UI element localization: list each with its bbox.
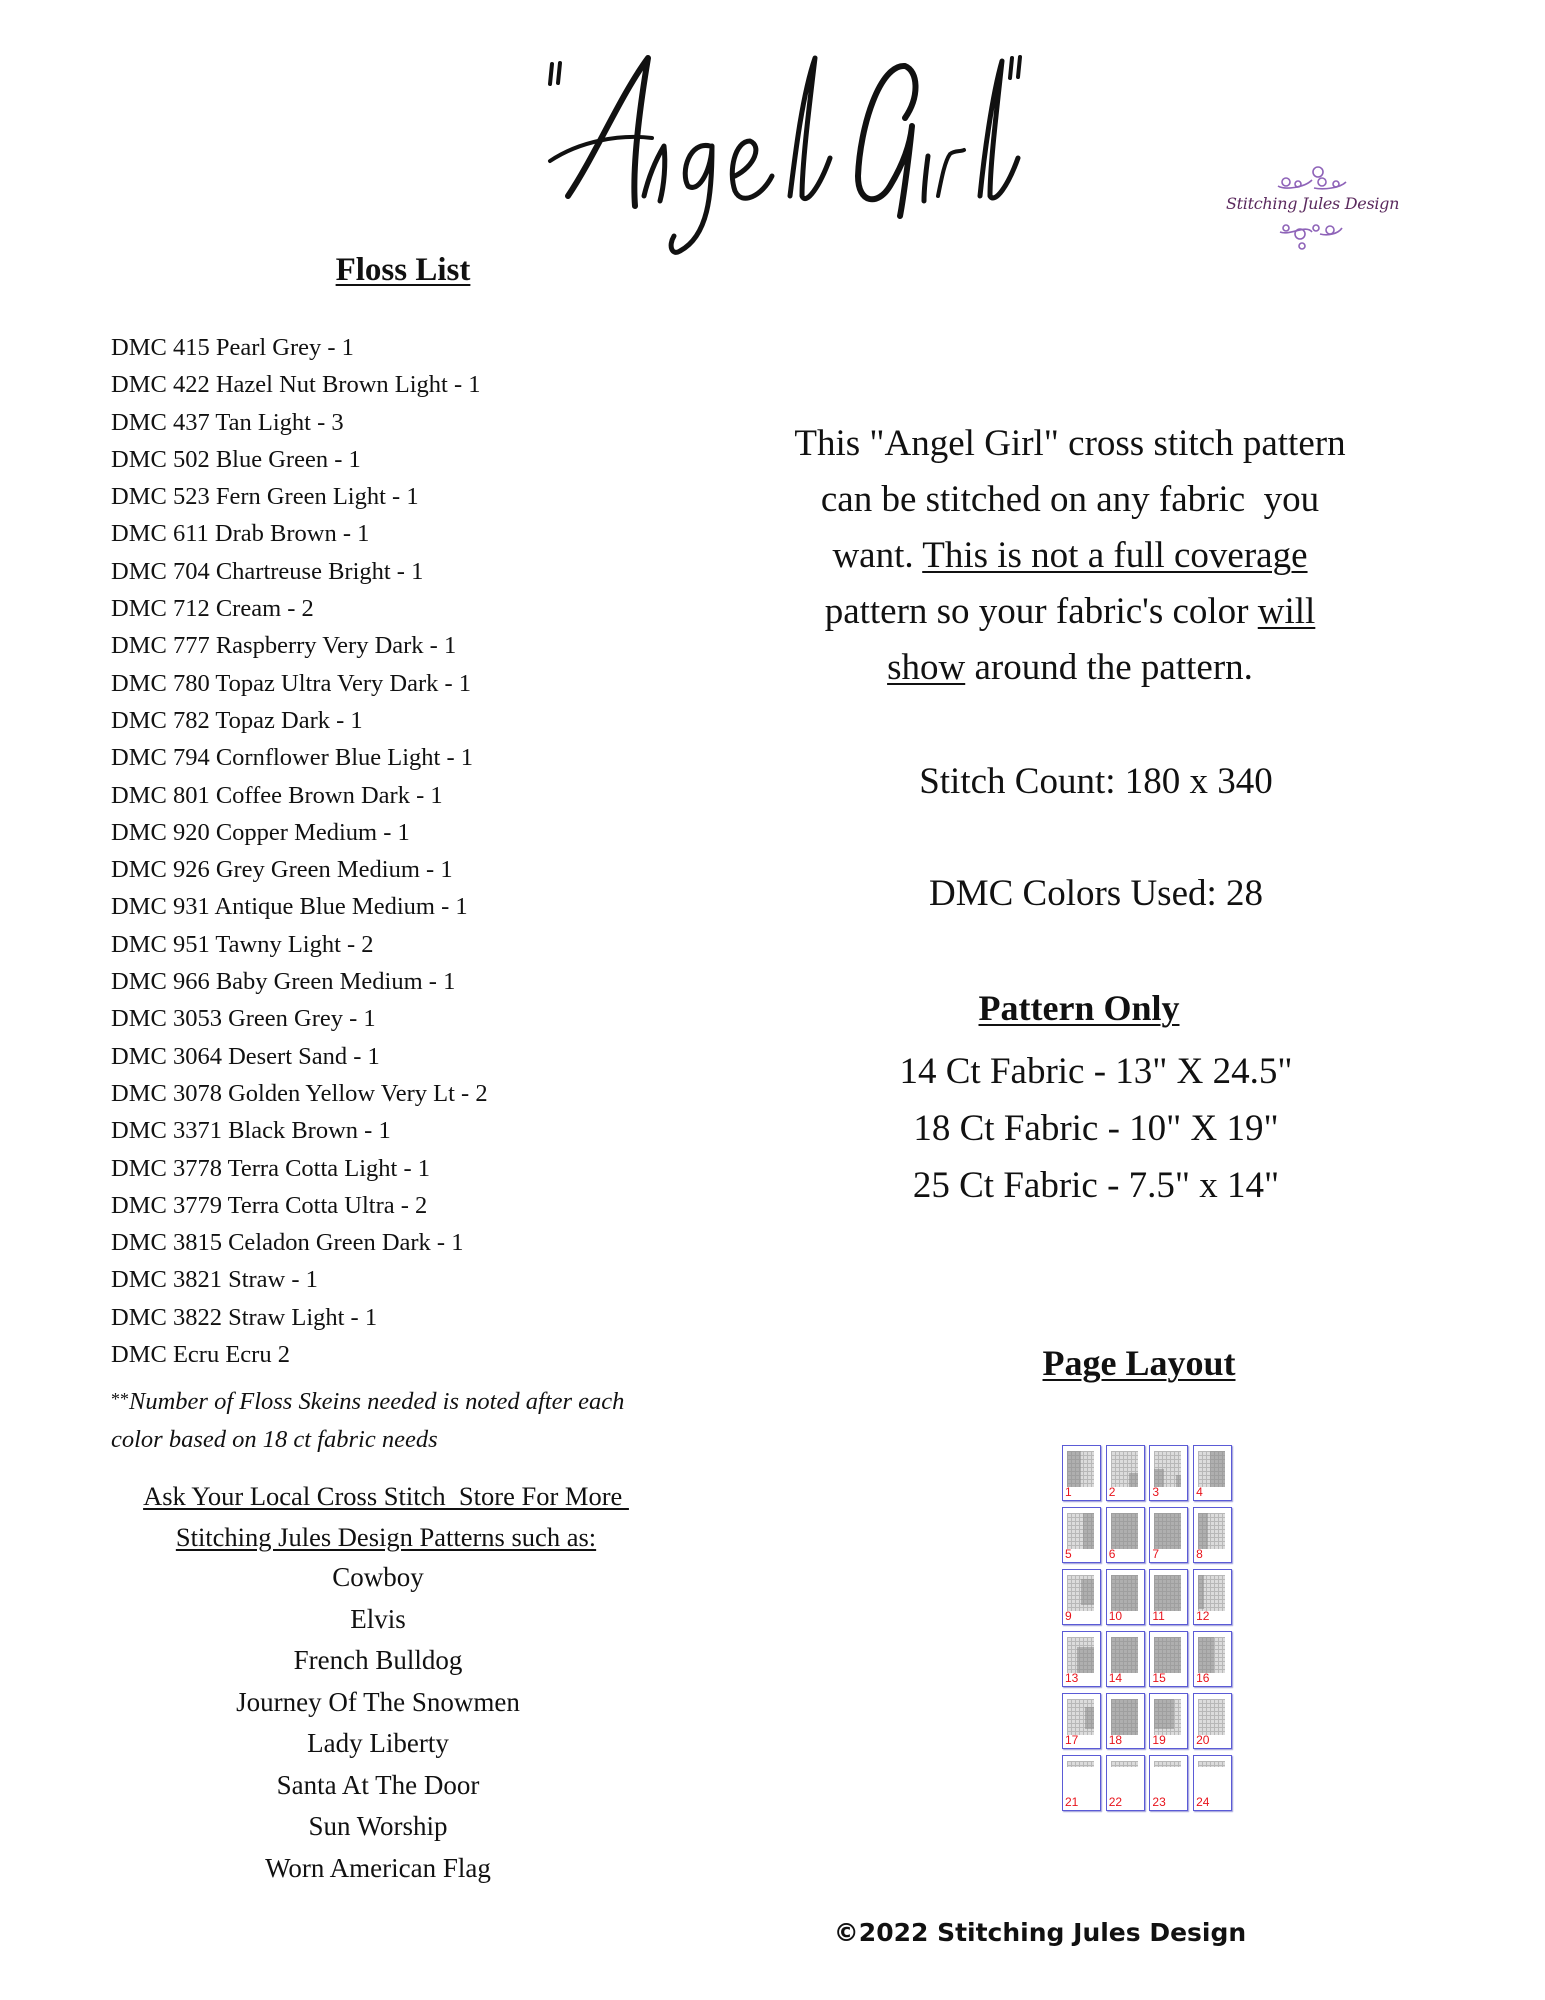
fabric-size: 18 Ct Fabric - 10" X 19" <box>913 1108 1279 1149</box>
chart-shading <box>1111 1637 1138 1673</box>
page-number: 21 <box>1065 1795 1079 1809</box>
chart-shading <box>1129 1473 1138 1487</box>
chart-preview <box>1111 1575 1138 1611</box>
colors-used: DMC Colors Used: 28 <box>928 873 1264 914</box>
page-number: 11 <box>1152 1609 1165 1623</box>
pattern-name: Sun Worship <box>308 1811 448 1841</box>
title-script-image <box>540 46 1060 271</box>
floss-item: DMC 3821 Straw - 1 <box>111 1266 318 1294</box>
will-emphasis: will <box>1257 591 1316 632</box>
page-number: 3 <box>1152 1485 1160 1499</box>
chart-preview <box>1154 1699 1181 1735</box>
page-thumbnail <box>1106 1507 1145 1563</box>
bottom-swirl-icon <box>1276 220 1346 252</box>
page-thumbnail <box>1193 1445 1232 1501</box>
chart-preview <box>1154 1761 1181 1767</box>
chart-preview <box>1111 1637 1138 1673</box>
floss-item: DMC 3815 Celadon Green Dark - 1 <box>111 1229 464 1257</box>
page-number: 13 <box>1065 1671 1079 1685</box>
page-thumbnail <box>1062 1631 1101 1687</box>
chart-preview <box>1198 1637 1225 1673</box>
more-patterns-list <box>178 1557 578 1889</box>
brand-logo <box>1226 158 1400 258</box>
floss-note <box>111 1381 671 1458</box>
pattern-name: Worn American Flag <box>265 1852 491 1883</box>
top-swirl-icon <box>1274 162 1350 192</box>
fabric-size: 25 Ct Fabric - 7.5" x 14" <box>912 1165 1280 1206</box>
page-thumbnail <box>1106 1755 1145 1811</box>
page-number: 8 <box>1196 1547 1203 1561</box>
chart-preview <box>1067 1761 1094 1767</box>
page-thumbnail <box>1193 1631 1232 1687</box>
page-number: 18 <box>1108 1733 1123 1747</box>
floss-item: DMC 502 Blue Green - 1 <box>111 445 361 473</box>
chart-preview <box>1198 1451 1225 1487</box>
page-layout-grid <box>1062 1445 1237 1813</box>
floss-item: DMC 951 Tawny Light - 2 <box>111 930 374 958</box>
page-number: 17 <box>1065 1733 1079 1747</box>
floss-item: DMC 3371 Black Brown - 1 <box>111 1117 391 1145</box>
description-line-5-text: around the pattern. <box>965 647 1253 688</box>
page-thumbnail <box>1149 1569 1188 1625</box>
chart-preview <box>1198 1513 1225 1549</box>
floss-item: DMC 3779 Terra Cotta Ultra - 2 <box>111 1191 428 1219</box>
more-patterns-line-1: Ask Your Local Cross Stitch Store For More <box>143 1481 629 1511</box>
floss-item: DMC 794 Cornflower Blue Light - 1 <box>111 744 474 772</box>
page-number: 19 <box>1152 1733 1166 1747</box>
page-thumbnail <box>1062 1445 1101 1501</box>
chart-preview <box>1198 1699 1225 1735</box>
copyright: ©2022 Stitching Jules Design <box>833 1918 1247 1947</box>
chart-shading <box>1176 1475 1181 1487</box>
floss-item: DMC 3064 Desert Sand - 1 <box>111 1042 380 1070</box>
floss-list-heading: Floss List <box>335 252 471 288</box>
floss-item: DMC 780 Topaz Ultra Very Dark - 1 <box>111 669 472 697</box>
chart-shading <box>1198 1637 1214 1673</box>
description-line-5 <box>770 640 1370 696</box>
floss-item: DMC 422 Hazel Nut Brown Light - 1 <box>111 371 481 399</box>
page-thumbnail <box>1149 1445 1188 1501</box>
page-thumbnail <box>1193 1693 1232 1749</box>
chart-shading <box>1198 1513 1208 1549</box>
chart-shading <box>1154 1637 1181 1673</box>
pattern-name: Lady Liberty <box>307 1728 449 1758</box>
title-lettering <box>540 46 1060 271</box>
pattern-name: Elvis <box>350 1603 406 1634</box>
chart-shading <box>1198 1575 1204 1609</box>
page-thumbnail <box>1193 1569 1232 1625</box>
chart-preview <box>1111 1451 1138 1487</box>
floss-item: DMC 777 Raspberry Very Dark - 1 <box>111 632 457 660</box>
chart-preview <box>1067 1451 1094 1487</box>
page-number: 1 <box>1065 1485 1072 1499</box>
page-number: 16 <box>1196 1671 1210 1685</box>
page-number: 14 <box>1108 1671 1123 1685</box>
page-thumbnail <box>1106 1693 1145 1749</box>
page-number: 10 <box>1108 1609 1123 1623</box>
description-line-3 <box>770 528 1370 584</box>
show-emphasis: show <box>887 647 966 688</box>
chart-preview <box>1111 1761 1138 1767</box>
pattern-name: Cowboy <box>332 1562 424 1592</box>
chart-preview <box>1154 1451 1181 1487</box>
floss-item: DMC 3778 Terra Cotta Light - 1 <box>111 1154 431 1182</box>
chart-shading <box>1067 1451 1081 1487</box>
page-number: 2 <box>1108 1485 1116 1499</box>
page-thumbnail <box>1193 1755 1232 1811</box>
page-thumbnail <box>1062 1569 1101 1625</box>
more-patterns-line-2: Stitching Jules Design Patterns such as: <box>175 1522 597 1552</box>
chart-preview <box>1154 1575 1181 1611</box>
pattern-name: Journey Of The Snowmen <box>236 1686 520 1717</box>
floss-item: DMC 712 Cream - 2 <box>111 595 314 623</box>
chart-preview <box>1067 1575 1094 1611</box>
floss-item: DMC 437 Tan Light - 3 <box>111 408 344 436</box>
page-number: 22 <box>1108 1795 1123 1809</box>
fabric-size-list <box>796 1043 1396 1214</box>
chart-shading <box>1154 1513 1181 1549</box>
floss-item: DMC 782 Topaz Dark - 1 <box>111 706 363 734</box>
page-thumbnail <box>1062 1693 1101 1749</box>
chart-preview <box>1111 1513 1138 1549</box>
page-thumbnail <box>1149 1693 1188 1749</box>
pattern-description <box>770 416 1370 696</box>
chart-shading <box>1077 1647 1094 1673</box>
chart-shading <box>1111 1575 1138 1611</box>
description-line-3-text: want. <box>832 535 923 576</box>
chart-preview <box>1067 1637 1094 1673</box>
chart-preview <box>1154 1513 1181 1549</box>
chart-preview <box>1111 1699 1138 1735</box>
pattern-name: French Bulldog <box>293 1645 463 1675</box>
chart-shading <box>1081 1579 1094 1605</box>
page-number: 6 <box>1108 1547 1116 1561</box>
page-number: 20 <box>1196 1733 1210 1747</box>
page-thumbnail <box>1149 1507 1188 1563</box>
floss-item: DMC 931 Antique Blue Medium - 1 <box>111 893 468 921</box>
page-thumbnail <box>1062 1507 1101 1563</box>
chart-preview <box>1067 1699 1094 1735</box>
page-number: 12 <box>1196 1609 1210 1623</box>
page-number: 15 <box>1152 1671 1166 1685</box>
page-layout-heading: Page Layout <box>1042 1343 1236 1383</box>
floss-list <box>111 329 488 1373</box>
floss-item: DMC 415 Pearl Grey - 1 <box>111 334 354 361</box>
page-number: 23 <box>1152 1795 1166 1809</box>
pattern-only-heading: Pattern Only <box>978 988 1180 1028</box>
note-line-1: Number of Floss Skeins needed is noted after each <box>129 1388 625 1415</box>
chart-shading <box>1210 1451 1225 1487</box>
floss-item: DMC 3822 Straw Light - 1 <box>111 1303 378 1331</box>
page-thumbnail <box>1193 1507 1232 1563</box>
chart-shading <box>1111 1699 1138 1735</box>
chart-preview <box>1154 1637 1181 1673</box>
pattern-name: Santa At The Door <box>276 1769 480 1800</box>
chart-shading <box>1154 1699 1174 1729</box>
note-asterisks: ** <box>111 1389 129 1409</box>
page-number: 4 <box>1196 1485 1203 1499</box>
chart-shading <box>1083 1513 1094 1549</box>
page-thumbnail <box>1106 1569 1145 1625</box>
page-thumbnail <box>1149 1755 1188 1811</box>
chart-preview <box>1198 1575 1225 1611</box>
page-thumbnail <box>1106 1445 1145 1501</box>
page-number: 7 <box>1152 1547 1160 1561</box>
floss-item: DMC 926 Grey Green Medium - 1 <box>111 856 453 884</box>
floss-item: DMC 704 Chartreuse Bright - 1 <box>111 557 424 585</box>
page-number: 24 <box>1196 1795 1210 1809</box>
floss-item: DMC 801 Coffee Brown Dark - 1 <box>111 781 443 809</box>
floss-item: DMC 611 Drab Brown - 1 <box>111 520 370 548</box>
coverage-warning: This is not a full coverage <box>922 535 1308 576</box>
floss-item: DMC 523 Fern Green Light - 1 <box>111 483 419 511</box>
stitch-count: Stitch Count: 180 x 340 <box>919 761 1273 802</box>
chart-shading <box>1111 1513 1138 1549</box>
page-thumbnail <box>1062 1755 1101 1811</box>
fabric-size: 14 Ct Fabric - 13" X 24.5" <box>899 1051 1293 1092</box>
more-patterns-callout <box>106 1476 666 1558</box>
page-number: 5 <box>1065 1547 1072 1561</box>
description-line-1: This "Angel Girl" cross stitch pattern <box>794 423 1346 464</box>
floss-item: DMC 920 Copper Medium - 1 <box>111 818 410 846</box>
floss-item: DMC 966 Baby Green Medium - 1 <box>111 968 456 996</box>
description-line-4-text: pattern so your fabric's color <box>824 591 1258 632</box>
logo-text: Stitching Jules Design <box>1226 194 1400 213</box>
chart-shading <box>1154 1575 1181 1611</box>
note-line-2: color based on 18 ct fabric needs <box>111 1425 438 1453</box>
description-line-4 <box>770 584 1370 640</box>
chart-shading <box>1085 1707 1094 1729</box>
description-line-2: can be stitched on any fabric you <box>820 479 1320 520</box>
floss-item: DMC 3053 Green Grey - 1 <box>111 1005 376 1033</box>
chart-preview <box>1198 1761 1225 1767</box>
page-thumbnail <box>1106 1631 1145 1687</box>
floss-item: DMC Ecru Ecru 2 <box>111 1341 290 1369</box>
chart-preview <box>1067 1513 1094 1549</box>
floss-item: DMC 3078 Golden Yellow Very Lt - 2 <box>111 1079 488 1107</box>
page-thumbnail <box>1149 1631 1188 1687</box>
page-number: 9 <box>1065 1609 1072 1623</box>
